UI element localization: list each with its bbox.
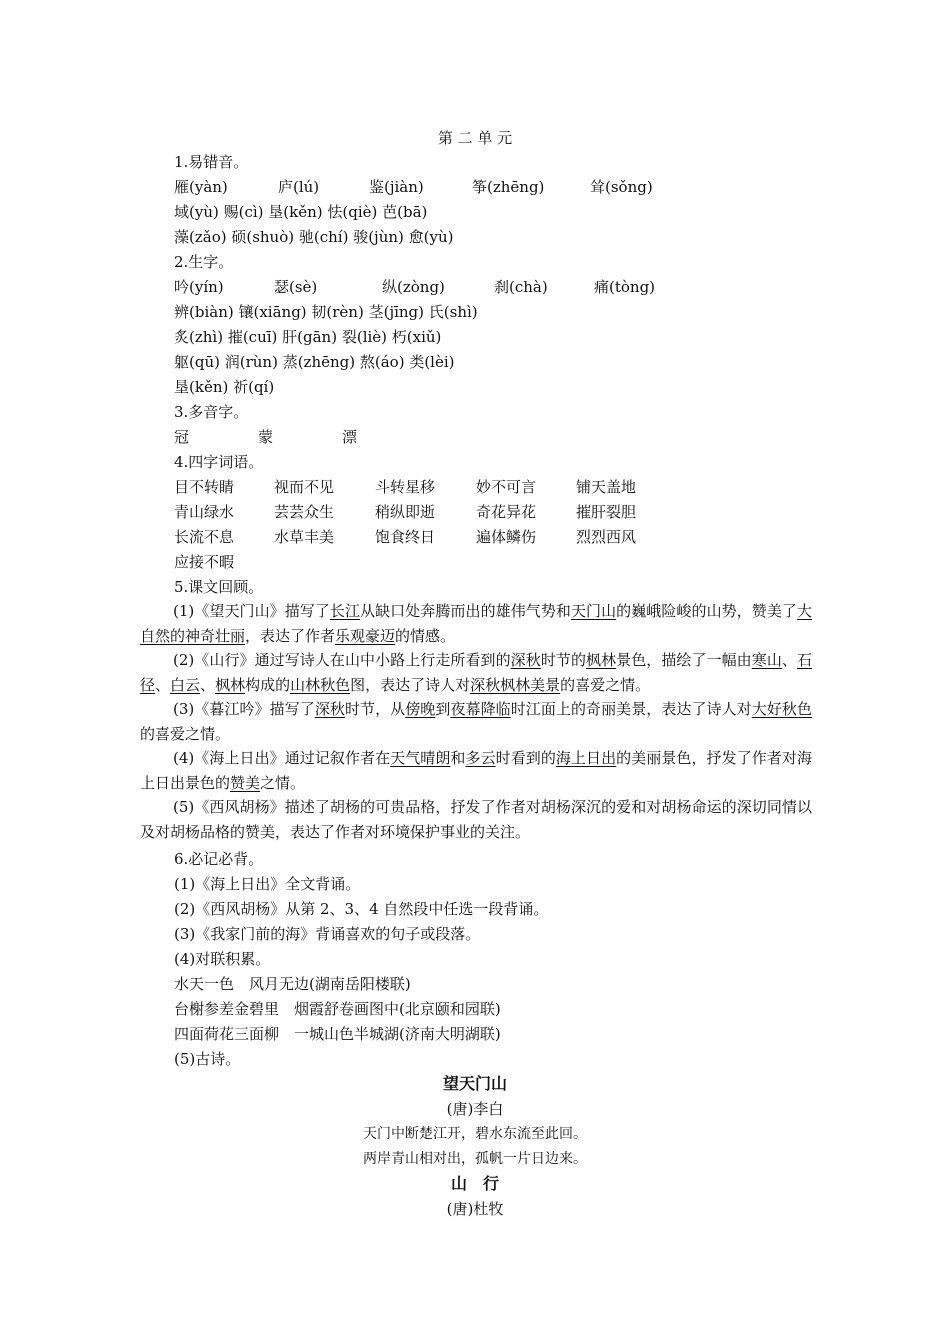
review-paragraph-3: (3)《暮江吟》描写了深秋时节，从傍晚到夜幕降临时江面上的奇丽美景，表达了诗人对大好秋色的喜爱之情。 [140,700,812,743]
memorize-item-3: (3)《我家门前的海》背诵喜欢的句子或段落。 [174,925,481,943]
idiom: 摧肝裂胆 [576,503,637,521]
review-paragraph-5: (5)《西风胡杨》描述了胡杨的可贵品格，抒发了作者对胡杨深沉的爱和对胡杨命运的深切同情以及对胡杨品格的赞美，表达了作者对环境保护事业的关注。 [140,798,812,841]
word-item: 纵(zòng) [382,278,445,296]
idiom: 饱食终日 [375,528,436,546]
word-item: 漂 [342,428,358,446]
sec2-row2: 辨(biàn) 镶(xiāng) 韧(rèn) 茎(jīng) 氏(shì) [174,303,478,321]
idiom: 铺天盖地 [576,478,637,496]
idiom: 视而不见 [274,478,335,496]
idiom: 长流不息 [174,528,235,546]
word-item: 瑟(sè) [274,278,318,296]
word-item: 庐(lú) [278,178,320,196]
memorize-item-5: (5)古诗。 [174,1050,241,1068]
idiom-row [174,477,674,497]
idiom: 遍体鳞伤 [476,528,537,546]
section-5-heading: 5.课文回顾。 [174,578,264,596]
idiom: 稍纵即逝 [375,503,436,521]
section-2-heading: 2.生字。 [174,253,234,271]
word-item: 耸(sǒng) [590,178,653,196]
sec2-row5: 垦(kěn) 祈(qí) [174,378,275,396]
poem-1-title: 望天门山 [442,1074,507,1093]
sec1-row3: 藻(zǎo) 硕(shuò) 驰(chí) 骏(jùn) 愈(yù) [174,228,454,246]
sec1-row2: 域(yù) 赐(cì) 垦(kěn) 怯(qiè) 芭(bā) [174,203,428,221]
poem-2-title: 山 行 [450,1174,499,1193]
idiom: 烈烈西风 [576,528,637,546]
idiom: 妙不可言 [476,478,537,496]
section-1-heading: 1.易错音。 [174,153,249,171]
section-3-heading: 3.多音字。 [174,403,249,421]
idiom: 青山绿水 [174,503,235,521]
poem-2-author: (唐)杜牧 [446,1200,504,1218]
poem-1-author: (唐)李白 [446,1100,504,1118]
unit-title: 第 二 单 元 [437,129,513,147]
word-item: 刹(chà) [494,278,548,296]
word-item: 蒙 [258,428,274,446]
idiom: 水草丰美 [274,528,335,546]
memorize-item-2: (2)《西风胡杨》从第 2、3、4 自然段中任选一段背诵。 [174,900,549,918]
sec2-row4: 躯(qū) 润(rùn) 蒸(zhēng) 熬(áo) 类(lèi) [174,353,455,371]
couplet-2: 台榭参差金碧里 烟霞舒卷画图中(北京颐和园联) [174,1000,501,1018]
idiom: 斗转星移 [375,478,436,496]
word-item: 吟(yín) [174,278,224,296]
couplet-1: 水天一色 风月无边(湖南岳阳楼联) [174,975,411,993]
review-paragraph-4: (4)《海上日出》通过记叙作者在天气晴朗和多云时看到的海上日出的美丽景色，抒发了作者对海上日出景色的赞美之情。 [140,749,812,792]
sec1-row1 [174,177,794,197]
word-item: 冠 [174,428,190,446]
idiom-row [174,502,674,522]
word-item: 痛(tòng) [594,278,656,296]
idiom-row [174,527,674,547]
idiom: 目不转睛 [174,478,235,496]
word-item: 雁(yàn) [174,178,228,196]
sec2-row3: 炙(zhì) 摧(cuī) 肝(gān) 裂(liè) 朽(xiǔ) [174,328,442,346]
idiom: 奇花异花 [476,503,537,521]
word-item: 筝(zhēng) [472,178,545,196]
poem-1-line-2: 两岸青山相对出，孤帆一片日边来。 [363,1151,587,1167]
poem-1-line-1: 天门中断楚江开，碧水东流至此回。 [363,1126,587,1142]
review-paragraph-1: (1)《望天门山》描写了长江从缺口处奔腾而出的雄伟气势和天门山的巍峨险峻的山势，赞美了大自然的神奇壮丽，表达了作者乐观豪迈的情感。 [140,602,812,645]
section-6-heading: 6.必记必背。 [174,850,264,868]
idiom: 芸芸众生 [274,503,335,521]
section-4-heading: 4.四字词语。 [174,453,264,471]
idiom: 应接不暇 [174,553,235,571]
sec3-row1 [174,427,474,447]
memorize-item-1: (1)《海上日出》全文背诵。 [174,875,361,893]
word-item: 鉴(jiàn) [369,178,424,196]
couplet-3: 四面荷花三面柳 一城山色半城湖(济南大明湖联) [174,1025,501,1043]
memorize-item-4: (4)对联积累。 [174,950,271,968]
sec2-row1 [174,277,794,297]
review-paragraph-2: (2)《山行》通过写诗人在山中小路上行走所看到的深秋时节的枫林景色，描绘了一幅由寒山、石径、白云、枫林构成的山林秋色图，表达了诗人对深秋枫林美景的喜爱之情。 [140,651,812,694]
